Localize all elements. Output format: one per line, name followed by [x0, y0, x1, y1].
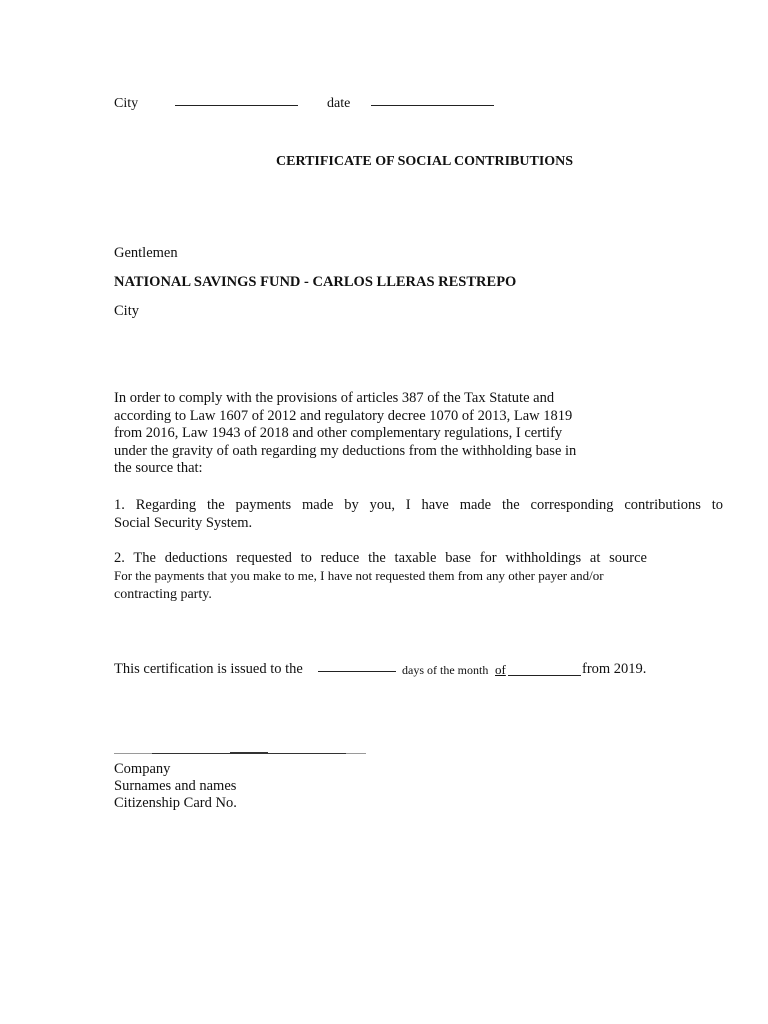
- intro-line: under the gravity of oath regarding my deductions from the withholding base in: [114, 442, 577, 459]
- signature-line-segment: [268, 753, 346, 754]
- addressee-organization: NATIONAL SAVINGS FUND - CARLOS LLERAS RESTREPO: [114, 274, 517, 290]
- document-title: CERTIFICATE OF SOCIAL CONTRIBUTIONS: [276, 154, 574, 169]
- item-2: [114, 550, 647, 568]
- month-of-label: of: [495, 662, 506, 677]
- days-of-month-label: days of the month: [402, 663, 489, 677]
- month-blank-line: [508, 675, 581, 676]
- city-label: City: [114, 96, 139, 111]
- intro-line: from 2016, Law 1943 of 2018 and other complementary regulations, I certify: [114, 425, 563, 441]
- intro-line: according to Law 1607 of 2012 and regulatory decree 1070 of 2013, Law 1819: [114, 407, 573, 424]
- item-2-line-2: For the payments that you make to me, I have not requested them from any other payer and/or: [114, 568, 604, 583]
- item-1-line-2: Social Security System.: [114, 514, 253, 531]
- salutation: Gentlemen: [114, 245, 178, 261]
- date-blank-line: [371, 105, 494, 106]
- signature-line-segment: [152, 753, 230, 754]
- certification-suffix: from 2019.: [582, 661, 647, 677]
- city-blank-line: [175, 105, 298, 106]
- certification-prefix: This certification is issued to the: [114, 661, 303, 677]
- item-2-line-1: 2. The deductions requested to reduce the taxable base for withholdings at source: [114, 550, 647, 566]
- signature-names: Surnames and names: [114, 778, 237, 794]
- addressee-city: City: [114, 303, 139, 319]
- signature-company: Company: [114, 761, 171, 777]
- item-2-line-3: contracting party.: [114, 587, 212, 602]
- item-1: [114, 497, 723, 532]
- intro-paragraph: [114, 390, 598, 478]
- signature-line-segment: [230, 752, 268, 754]
- intro-line: the source that:: [114, 460, 203, 476]
- signature-id: Citizenship Card No.: [114, 795, 237, 811]
- day-blank-line: [318, 671, 396, 672]
- intro-line: In order to comply with the provisions of articles 387 of the Tax Statute and: [114, 390, 555, 406]
- item-1-line-1: 1. Regarding the payments made by you, I have made the corresponding contributions to: [114, 497, 723, 513]
- date-label: date: [327, 96, 351, 111]
